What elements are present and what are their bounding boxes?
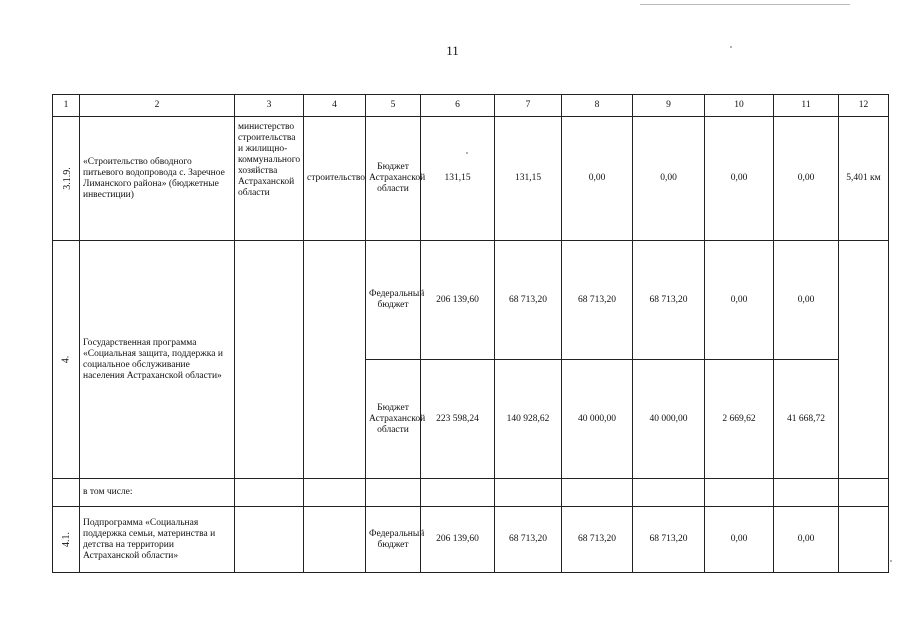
result-cell [839,241,889,479]
executor-cell [235,241,304,479]
header-row [53,95,889,117]
value-cell: 68 713,20 [633,241,705,360]
table-row [53,241,889,360]
empty-cell [562,479,633,507]
result-cell: 5,401 км [839,117,889,241]
table-row [53,507,889,573]
value-cell: 68 713,20 [495,241,562,360]
page-number: 11 [446,43,459,58]
row-code: 4.1. [53,507,80,573]
source-cell: Бюджет Астраханской области [366,117,421,241]
header-cell: 5 [366,95,421,117]
kind-cell: строительство [304,117,366,241]
row-code: 3.1.9. [53,117,80,241]
empty-cell [304,479,366,507]
source-cell: Федеральный бюджет [366,241,421,360]
value-cell: 0,00 [774,507,839,573]
value-cell: 68 713,20 [633,507,705,573]
kind-cell [304,241,366,479]
value-cell: 140 928,62 [495,360,562,479]
source-cell: Федеральный бюджет [366,507,421,573]
row-name: Государственная программа «Социальная защита, поддержка и социальное обслуживание населения Астраханской области» [80,241,235,479]
value-cell: 68 713,20 [562,241,633,360]
row-code [53,479,80,507]
empty-cell [839,479,889,507]
total-cell: 206 139,60 [421,241,495,360]
value-cell: 0,00 [774,117,839,241]
value-cell: 131,15 [495,117,562,241]
empty-cell [421,479,495,507]
value-cell: 0,00 [705,117,774,241]
empty-cell [235,479,304,507]
kind-cell [304,507,366,573]
header-cell: 9 [633,95,705,117]
empty-cell [366,479,421,507]
value-cell: 0,00 [705,507,774,573]
header-cell: 4 [304,95,366,117]
total-cell: 131,15 [421,117,495,241]
header-cell: 11 [774,95,839,117]
value-cell: 0,00 [633,117,705,241]
row-name: Подпрограмма «Социальная поддержка семьи, материнства и детства на территории Астраханской области» [80,507,235,573]
value-cell: 40 000,00 [633,360,705,479]
value-cell: 0,00 [774,241,839,360]
header-cell: 12 [839,95,889,117]
value-cell: 0,00 [562,117,633,241]
executor-cell [235,507,304,573]
header-cell: 2 [80,95,235,117]
including-label: в том числе: [80,479,235,507]
header-cell: 6 [421,95,495,117]
value-cell: 68 713,20 [495,507,562,573]
empty-cell [774,479,839,507]
empty-cell [633,479,705,507]
value-cell: 2 669,62 [705,360,774,479]
header-cell: 1 [53,95,80,117]
total-cell: 206 139,60 [421,507,495,573]
table-row [53,117,889,241]
budget-table [52,94,889,573]
total-cell: 223 598,24 [421,360,495,479]
value-cell: 40 000,00 [562,360,633,479]
executor-cell: министерство строительства и жилищно-коммунального хозяйства Астраханской области [235,117,304,241]
result-cell [839,507,889,573]
header-cell: 7 [495,95,562,117]
table-row [53,479,889,507]
value-cell: 0,00 [705,241,774,360]
value-cell: 41 668,72 [774,360,839,479]
top-rule [640,4,850,5]
header-cell: 10 [705,95,774,117]
scan-speck [890,560,892,562]
row-name: «Строительство обводного питьевого водопровода с. Заречное Лиманского района» (бюджетные инвестиции) [80,117,235,241]
header-cell: 3 [235,95,304,117]
empty-cell [705,479,774,507]
source-cell: Бюджет Астраханской области [366,360,421,479]
value-cell: 68 713,20 [562,507,633,573]
header-cell: 8 [562,95,633,117]
empty-cell [495,479,562,507]
row-code: 4. [53,241,80,479]
